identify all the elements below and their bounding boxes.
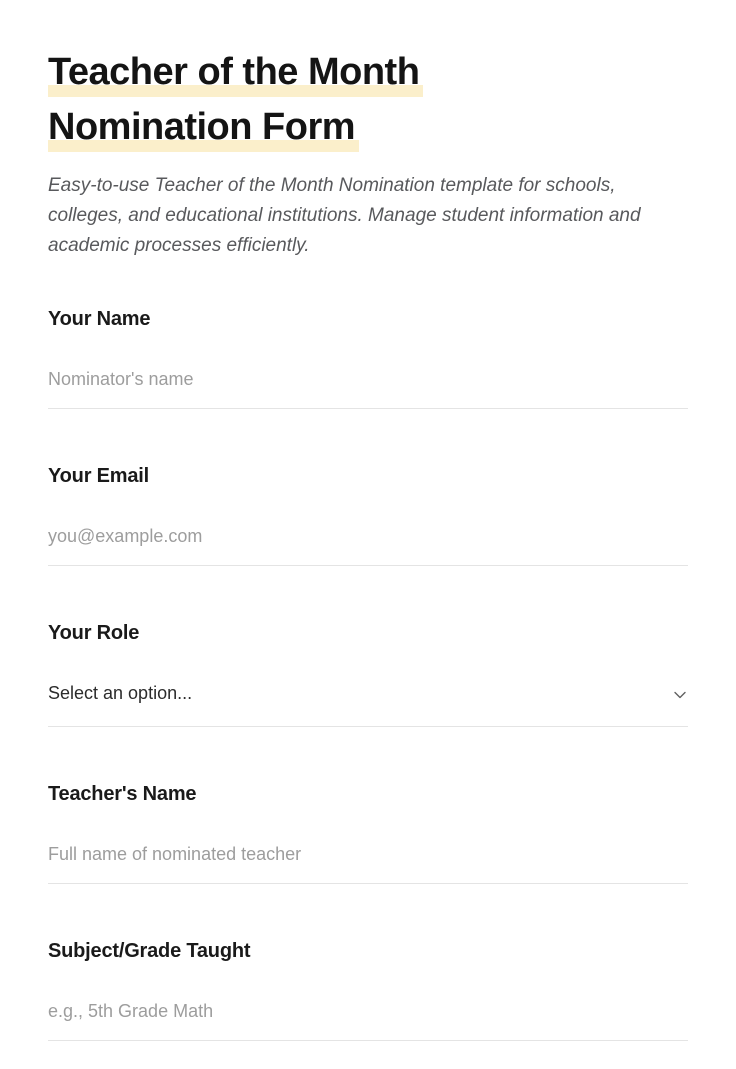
form-description: Easy-to-use Teacher of the Month Nomination template for schools, colleges, and educational institutions. Manage student information and academic processes efficiently. — [48, 175, 641, 256]
subject-grade-input[interactable] — [48, 1001, 688, 1041]
your-role-select[interactable] — [48, 683, 688, 727]
subject-grade-label: Subject/Grade Taught — [48, 940, 251, 962]
page-title-line-1 — [48, 45, 688, 100]
field-your-name — [48, 307, 688, 409]
page-title — [48, 45, 688, 155]
field-your-role — [48, 621, 688, 727]
page-title-text: Teacher of the Month — [48, 51, 420, 93]
field-subject-grade — [48, 939, 688, 1041]
your-name-label: Your Name — [48, 308, 151, 330]
your-email-label: Your Email — [48, 465, 149, 487]
page-title-text: Nomination Form — [48, 106, 356, 148]
your-name-input[interactable] — [48, 369, 688, 409]
teachers-name-input[interactable] — [48, 844, 688, 884]
field-teachers-name — [48, 782, 688, 884]
page-title-line-2 — [48, 100, 688, 155]
nomination-form-page — [0, 45, 736, 1041]
field-your-email — [48, 464, 688, 566]
your-email-input[interactable] — [48, 526, 688, 566]
teachers-name-label: Teacher's Name — [48, 783, 197, 805]
chevron-down-icon — [672, 687, 688, 708]
your-role-selected-value: Select an option... — [48, 683, 193, 703]
your-role-label: Your Role — [48, 622, 140, 644]
